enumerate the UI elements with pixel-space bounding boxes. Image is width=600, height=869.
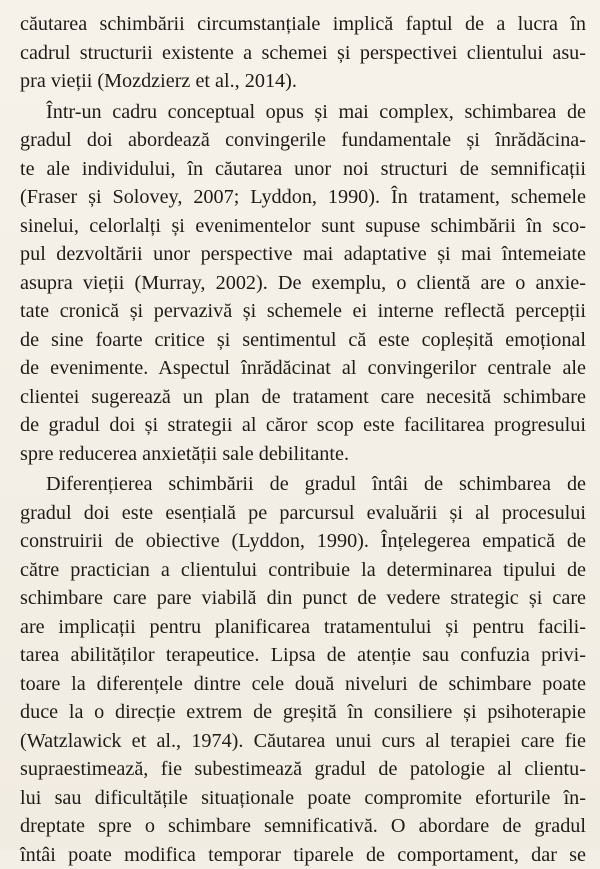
- text-line: gradul doi este esențială pe parcursul evaluării și al procesului: [20, 499, 586, 528]
- text-line: are implicații pentru planificarea tratamentului și pentru facili-: [20, 613, 586, 642]
- text-line: tarea abilităților terapeutice. Lipsa de atenție sau confuzia privi-: [20, 641, 586, 670]
- text-line: gradul doi abordează convingerile fundamentale și înrădăcina-: [20, 126, 586, 155]
- text-line: de gradul doi și strategii al căror scop este facilitarea progresului: [20, 411, 586, 440]
- text-line: dreptate spre o schimbare semnificativă. O abordare de gradul: [20, 812, 586, 841]
- paragraph-1: [20, 10, 586, 96]
- text-line: de sine foarte critice și sentimentul că este copleșită emoțional: [20, 326, 586, 355]
- paragraph-3: [20, 470, 586, 869]
- text-line: cadrul structurii existente a schemei și perspectivei clientului asu-: [20, 39, 586, 68]
- text-line: căutarea schimbării circumstanțiale implică faptul de a lucra în: [20, 10, 586, 39]
- text-line: clientei sugerează un plan de tratament care necesită schimbare: [20, 383, 586, 412]
- text-line: de evenimente. Aspectul înrădăcinat al convingerilor centrale ale: [20, 354, 586, 383]
- text-line: sinelui, celorlalți și evenimentelor sunt supuse schimbării în sco-: [20, 212, 586, 241]
- text-line: (Fraser și Solovey, 2007; Lyddon, 1990). În tratament, schemele: [20, 183, 586, 212]
- paragraph-2: [20, 98, 586, 469]
- text-line: Într-un cadru conceptual opus și mai complex, schimbarea de: [20, 98, 586, 127]
- text-line: către practician a clientului contribuie la determinarea tipului de: [20, 556, 586, 585]
- text-line: toare la diferențele dintre cele două niveluri de schimbare poate: [20, 670, 586, 699]
- text-line: supraestimează, fie subestimează gradul de patologie al clientu-: [20, 755, 586, 784]
- text-line: pul dezvoltării unor perspective mai adaptative și mai întemeiate: [20, 240, 586, 269]
- text-line: lui sau dificultățile situaționale poate compromite eforturile în-: [20, 784, 586, 813]
- text-line: spre reducerea anxietății sale debilitante.: [20, 440, 586, 469]
- text-line: Diferențierea schimbării de gradul întâi de schimbarea de: [20, 470, 586, 499]
- text-line: duce la o direcție extrem de greșită în consiliere și psihoterapie: [20, 698, 586, 727]
- text-line: tate cronică și pervazivă și schemele ei interne reflectă percepții: [20, 297, 586, 326]
- text-line: (Watzlawick et al., 1974). Căutarea unui curs al terapiei care fie: [20, 727, 586, 756]
- text-line: asupra vieții (Murray, 2002). De exemplu, o clientă are o anxie-: [20, 269, 586, 298]
- text-line: schimbare care pare viabilă din punct de vedere strategic și care: [20, 584, 586, 613]
- text-line: întâi poate modifica temporar tiparele de comportament, dar se: [20, 841, 586, 869]
- text-line: pra vieții (Mozdzierz et al., 2014).: [20, 67, 586, 96]
- text-line: te ale individului, în căutarea unor noi structuri de semnificații: [20, 155, 586, 184]
- text-line: construirii de obiective (Lyddon, 1990). Înțelegerea empatică de: [20, 527, 586, 556]
